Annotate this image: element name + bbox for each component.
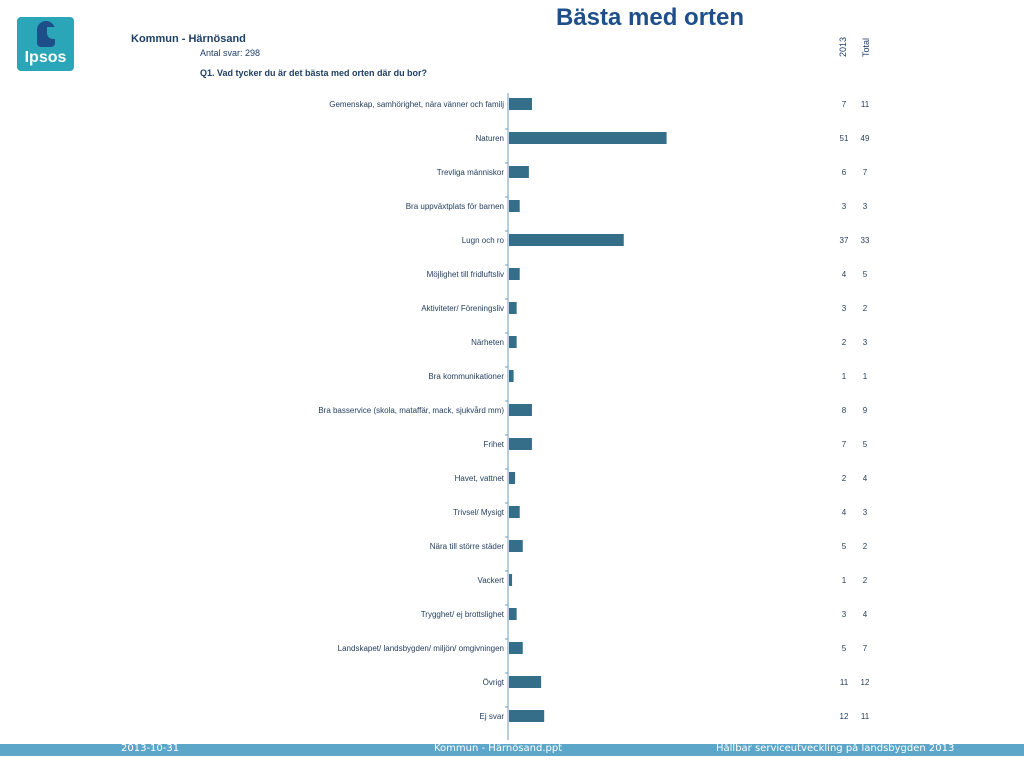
column-header-total: Total [861, 37, 871, 57]
value-total: 11 [860, 100, 870, 109]
category-label: Lugn och ro [461, 236, 504, 245]
value-2013: 5 [841, 644, 847, 653]
category-label: Bra uppväxtplats för barnen [405, 202, 504, 211]
value-total: 5 [862, 270, 868, 279]
bar [509, 676, 541, 688]
category-label: Aktiviteter/ Föreningsliv [421, 304, 504, 313]
value-total: 3 [862, 202, 868, 211]
value-2013: 1 [841, 372, 847, 381]
value-2013: 3 [841, 610, 847, 619]
bar [509, 608, 517, 620]
value-total: 12 [860, 678, 870, 687]
value-2013: 3 [841, 202, 847, 211]
value-2013: 1 [841, 576, 847, 585]
bar [509, 166, 529, 178]
bar [509, 540, 523, 552]
category-label: Trivsel/ Mysigt [453, 508, 504, 517]
value-2013: 2 [841, 338, 847, 347]
bar [509, 404, 532, 416]
bar [509, 98, 532, 110]
page-title: Bästa med orten [556, 4, 745, 31]
question-text: Q1. Vad tycker du är det bästa med orten där du bor? [200, 68, 428, 78]
category-label: Bra basservice (skola, mataffär, mack, sjukvård mm) [318, 406, 504, 415]
value-total: 7 [862, 644, 868, 653]
value-total: 11 [860, 712, 870, 721]
category-label: Nära till större städer [429, 542, 504, 551]
bar [509, 336, 517, 348]
value-2013: 5 [841, 542, 847, 551]
value-2013: 7 [841, 440, 847, 449]
value-total: 5 [862, 440, 868, 449]
value-2013: 3 [841, 304, 847, 313]
bar [509, 234, 624, 246]
value-2013: 4 [841, 270, 847, 279]
bar [509, 132, 667, 144]
value-total: 2 [862, 542, 868, 551]
value-total: 4 [862, 610, 868, 619]
kommun-label: Kommun - Härnösand [131, 33, 246, 45]
bar [509, 200, 520, 212]
category-label: Havet, vattnet [454, 474, 504, 483]
footer-bar [0, 744, 1024, 756]
value-2013: 51 [839, 134, 849, 143]
category-label: Gemenskap, samhörighet, nära vänner och familj [329, 100, 504, 109]
bar [509, 370, 514, 382]
value-total: 3 [862, 338, 868, 347]
value-total: 3 [862, 508, 868, 517]
value-2013: 11 [839, 678, 849, 687]
value-total: 2 [862, 304, 868, 313]
bar [509, 302, 517, 314]
category-label: Naturen [475, 134, 504, 143]
bar [509, 438, 532, 450]
value-2013: 4 [841, 508, 847, 517]
category-label: Övrigt [482, 678, 504, 687]
logo-text: Ipsos [24, 49, 67, 66]
footer-file: Kommun - Härnösand.ppt [434, 743, 563, 754]
antal-svar: Antal svar: 298 [200, 48, 261, 58]
value-total: 4 [862, 474, 868, 483]
bar [509, 642, 523, 654]
value-total: 49 [860, 134, 870, 143]
bar [509, 268, 520, 280]
value-total: 33 [860, 236, 870, 245]
bar [509, 506, 520, 518]
bar [509, 710, 544, 722]
category-label: Trevliga människor [436, 168, 504, 177]
category-label: Landskapet/ landsbygden/ miljön/ omgivningen [337, 644, 504, 653]
value-total: 7 [862, 168, 868, 177]
category-label: Närheten [471, 338, 504, 347]
category-label: Frihet [483, 440, 504, 449]
value-2013: 2 [841, 474, 847, 483]
category-label: Bra kommunikationer [428, 372, 504, 381]
value-total: 9 [862, 406, 868, 415]
value-2013: 6 [841, 168, 847, 177]
bar [509, 472, 515, 484]
bar [509, 574, 512, 586]
category-label: Ej svar [479, 712, 504, 721]
category-label: Vackert [477, 576, 504, 585]
value-2013: 8 [841, 406, 847, 415]
footer-project: Hållbar serviceutveckling på landsbygden 2013 [716, 743, 955, 754]
column-header-2013: 2013 [838, 36, 848, 57]
value-total: 2 [862, 576, 868, 585]
value-total: 1 [862, 372, 868, 381]
value-2013: 7 [841, 100, 847, 109]
value-2013: 37 [839, 236, 849, 245]
value-2013: 12 [839, 712, 849, 721]
footer-date: 2013-10-31 [121, 743, 180, 754]
category-label: Trygghet/ ej brottslighet [420, 610, 504, 619]
category-label: Möjlighet till fridluftsliv [426, 270, 504, 279]
